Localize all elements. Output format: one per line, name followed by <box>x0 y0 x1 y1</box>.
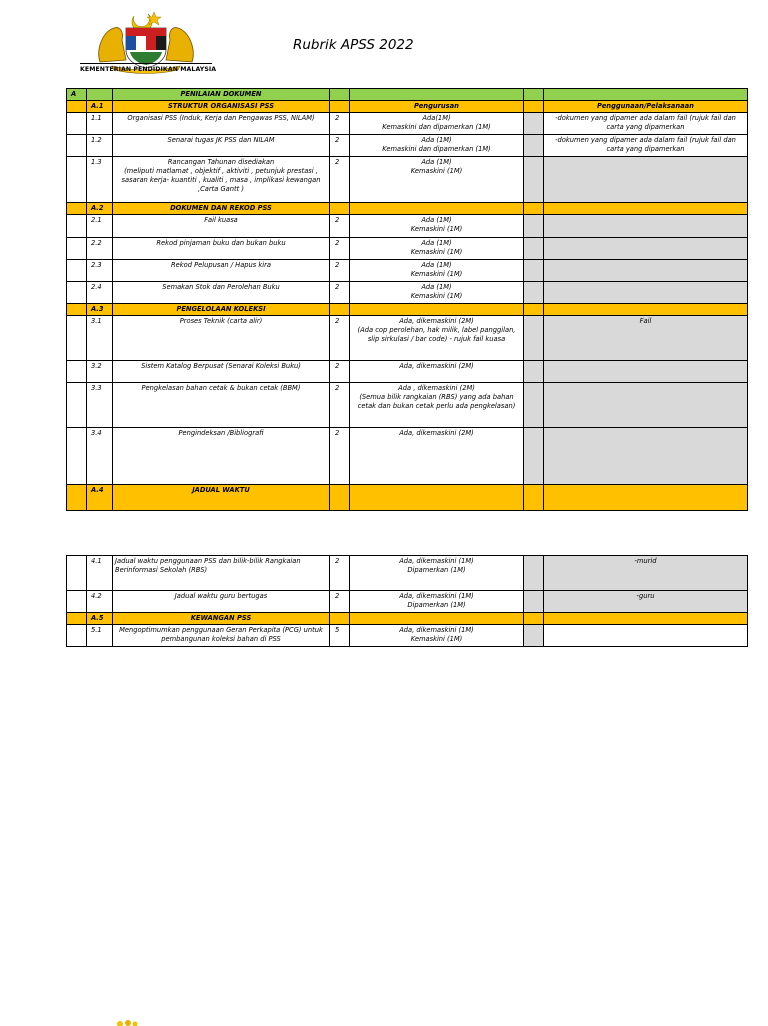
section-label: PENILAIAN DOKUMEN <box>113 89 330 101</box>
item-code: 1.2 <box>87 135 113 157</box>
item-code: 4.1 <box>87 556 113 591</box>
pelaksanaan-cell <box>544 361 748 383</box>
pelaksanaan-cell <box>544 282 748 304</box>
pelaksanaan-cell <box>544 485 748 511</box>
pengurusan-cell <box>350 613 524 625</box>
item-code: A.3 <box>87 304 113 316</box>
table-row <box>67 361 748 383</box>
item-description: Proses Teknik (carta alir) <box>113 316 330 361</box>
empty-cell <box>67 428 87 485</box>
pelaksanaan-cell: Fail <box>544 316 748 361</box>
table-row <box>67 260 748 282</box>
empty-cell <box>67 625 87 647</box>
item-score: 2 <box>330 157 350 203</box>
empty-cell <box>67 556 87 591</box>
section-code: A <box>67 89 87 101</box>
empty-cell <box>67 304 87 316</box>
rubric-table-1 <box>66 88 748 511</box>
pengurusan-cell <box>350 203 524 215</box>
pengurusan-cell: Ada , dikemaskini (2M) (Semua bilik rangkaian (RBS) yang ada bahan cetak dan bukan cetak perlu ada pengkelasan) <box>350 383 524 428</box>
item-score: 2 <box>330 591 350 613</box>
item-code: 2.1 <box>87 215 113 238</box>
item-score: 5 <box>330 625 350 647</box>
item-code: 2.3 <box>87 260 113 282</box>
evidence-cell <box>524 485 544 511</box>
footer-logo-fragment <box>108 1016 148 1026</box>
evidence-cell <box>524 203 544 215</box>
item-score: 2 <box>330 383 350 428</box>
pelaksanaan-cell <box>544 157 748 203</box>
empty-cell <box>67 613 87 625</box>
pengurusan-cell: Ada (1M) Kemaskini (1M) <box>350 260 524 282</box>
pelaksanaan-cell <box>544 613 748 625</box>
subsection-row <box>67 485 748 511</box>
pengurusan-cell: Ada (1M) Kemaskini (1M) <box>350 215 524 238</box>
item-code: 5.1 <box>87 625 113 647</box>
item-score <box>330 203 350 215</box>
item-description: Rekod Pelupusan / Hapus kira <box>113 260 330 282</box>
evidence-cell <box>524 361 544 383</box>
item-score <box>330 101 350 113</box>
item-description: PENGELOLAAN KOLEKSI <box>113 304 330 316</box>
pengurusan-cell <box>350 485 524 511</box>
item-score: 2 <box>330 282 350 304</box>
item-description: Pengkelasan bahan cetak & bukan cetak (BBM) <box>113 383 330 428</box>
item-code: 4.2 <box>87 591 113 613</box>
ministry-divider <box>80 63 212 64</box>
empty-cell <box>67 383 87 428</box>
table-row <box>67 316 748 361</box>
item-score: 2 <box>330 238 350 260</box>
table-row <box>67 282 748 304</box>
table-row <box>67 591 748 613</box>
pengurusan-cell: Pengurusan <box>350 101 524 113</box>
empty-cell <box>67 260 87 282</box>
pelaksanaan-cell: -murid <box>544 556 748 591</box>
pelaksanaan-cell: Penggunaan/Pelaksanaan <box>544 101 748 113</box>
item-description: Semakan Stok dan Perolehan Buku <box>113 282 330 304</box>
pelaksanaan-cell <box>544 238 748 260</box>
evidence-cell <box>524 383 544 428</box>
empty-cell <box>67 203 87 215</box>
item-score: 2 <box>330 135 350 157</box>
evidence-cell <box>524 282 544 304</box>
item-description: Rancangan Tahunan disediakan (meliputi matlamat , objektif , aktiviti , petunjuk prestasi , sasaran kerja- kuantiti , kualiti , masa , implikasi kewangan ,Carta Gantt ) <box>113 157 330 203</box>
empty-cell <box>67 282 87 304</box>
pelaksanaan-cell <box>544 215 748 238</box>
item-description: Jadual waktu guru bertugas <box>113 591 330 613</box>
item-score: 2 <box>330 260 350 282</box>
item-code: A.5 <box>87 613 113 625</box>
pengurusan-cell: Ada, dikemaskini (1M) Kemaskini (1M) <box>350 625 524 647</box>
item-description: STRUKTUR ORGANISASI PSS <box>113 101 330 113</box>
item-code: 3.1 <box>87 316 113 361</box>
evidence-cell <box>524 157 544 203</box>
item-score: 2 <box>330 316 350 361</box>
table-row <box>67 157 748 203</box>
pengurusan-cell: Ada, dikemaskini (2M) (Ada cop perolehan, hak milik, label panggilan, slip sirkulasi / bar code) - rujuk fail kuasa <box>350 316 524 361</box>
empty-cell <box>67 591 87 613</box>
pelaksanaan-cell <box>544 304 748 316</box>
evidence-cell <box>524 613 544 625</box>
empty-cell <box>67 238 87 260</box>
subsection-row <box>67 613 748 625</box>
item-code: 1.1 <box>87 113 113 135</box>
page-title: Rubrik APSS 2022 <box>293 37 414 53</box>
item-score: 2 <box>330 556 350 591</box>
pengurusan-cell: Ada, dikemaskini (2M) <box>350 361 524 383</box>
table-row <box>67 135 748 157</box>
item-code: A.1 <box>87 101 113 113</box>
pelaksanaan-cell: -guru <box>544 591 748 613</box>
pengurusan-cell: Ada, dikemaskini (1M) Dipamerkan (1M) <box>350 556 524 591</box>
table-row <box>67 113 748 135</box>
item-description: KEWANGAN PSS <box>113 613 330 625</box>
pengurusan-cell: Ada(1M) Kemaskini dan dipamerkan (1M) <box>350 113 524 135</box>
evidence-cell <box>524 101 544 113</box>
pelaksanaan-cell <box>544 625 748 647</box>
ministry-name: KEMENTERIAN PENDIDIKAN MALAYSIA <box>80 66 212 73</box>
item-description: Organisasi PSS (Induk, Kerja dan Pengawas PSS, NILAM) <box>113 113 330 135</box>
evidence-cell <box>524 135 544 157</box>
evidence-cell <box>524 304 544 316</box>
evidence-cell <box>524 556 544 591</box>
item-score <box>330 613 350 625</box>
item-code: 3.2 <box>87 361 113 383</box>
table-row <box>67 215 748 238</box>
item-score <box>330 304 350 316</box>
item-description: JADUAL WAKTU <box>113 485 330 511</box>
item-description: Sistem Katalog Berpusat (Senarai Koleksi Buku) <box>113 361 330 383</box>
item-score: 2 <box>330 113 350 135</box>
empty-cell <box>67 135 87 157</box>
subsection-row <box>67 304 748 316</box>
evidence-cell <box>524 625 544 647</box>
item-score <box>330 485 350 511</box>
pengurusan-cell: Ada, dikemaskini (1M) Dipamerkan (1M) <box>350 591 524 613</box>
section-header-row <box>67 89 748 101</box>
item-code: 1.3 <box>87 157 113 203</box>
empty-cell <box>67 485 87 511</box>
empty-cell <box>67 113 87 135</box>
evidence-cell <box>524 591 544 613</box>
pengurusan-cell: Ada (1M) Kemaskini (1M) <box>350 282 524 304</box>
item-description: DOKUMEN DAN REKOD PSS <box>113 203 330 215</box>
pengurusan-cell <box>350 304 524 316</box>
table-row <box>67 383 748 428</box>
subsection-row <box>67 203 748 215</box>
pengurusan-cell: Ada (1M) Kemaskini (1M) <box>350 157 524 203</box>
pengurusan-cell: Ada (1M) Kemaskini (1M) <box>350 238 524 260</box>
table-row <box>67 428 748 485</box>
item-code: 2.4 <box>87 282 113 304</box>
item-description: Rekod pinjaman buku dan bukan buku <box>113 238 330 260</box>
item-description: Jadual waktu penggunaan PSS dan bilik-bilik Rangkaian Berinformasi Sekolah (RBS) <box>113 556 330 591</box>
pelaksanaan-cell: -dokumen yang dipamer ada dalam fail (rujuk fail dan carta yang dipamerkan <box>544 113 748 135</box>
pelaksanaan-cell <box>544 203 748 215</box>
empty-cell <box>67 215 87 238</box>
item-score: 2 <box>330 361 350 383</box>
item-code: 3.3 <box>87 383 113 428</box>
item-description: Senarai tugas JK PSS dan NILAM <box>113 135 330 157</box>
item-code: A.2 <box>87 203 113 215</box>
table-row <box>67 556 748 591</box>
pelaksanaan-cell <box>544 383 748 428</box>
item-code: 3.4 <box>87 428 113 485</box>
pelaksanaan-cell <box>544 428 748 485</box>
table-row <box>67 625 748 647</box>
item-description: Pengindeksan /Bibliografi <box>113 428 330 485</box>
item-score: 2 <box>330 215 350 238</box>
evidence-cell <box>524 428 544 485</box>
item-code: A.4 <box>87 485 113 511</box>
item-description: Fail kuasa <box>113 215 330 238</box>
evidence-cell <box>524 113 544 135</box>
evidence-cell <box>524 238 544 260</box>
empty-cell <box>67 101 87 113</box>
table-row <box>67 238 748 260</box>
pengurusan-cell: Ada, dikemaskini (2M) <box>350 428 524 485</box>
item-code: 2.2 <box>87 238 113 260</box>
pengurusan-cell: Ada (1M) Kemaskini dan dipamerkan (1M) <box>350 135 524 157</box>
evidence-cell <box>524 316 544 361</box>
evidence-cell <box>524 215 544 238</box>
evidence-cell <box>524 260 544 282</box>
empty-cell <box>67 316 87 361</box>
rubric-table-2 <box>66 555 748 647</box>
pelaksanaan-cell: -dokumen yang dipamer ada dalam fail (rujuk fail dan carta yang dipamerkan <box>544 135 748 157</box>
item-description: Mengoptimumkan penggunaan Geran Perkapita (PCG) untuk pembangunan koleksi bahan di PSS <box>113 625 330 647</box>
empty-cell <box>67 361 87 383</box>
subsection-row <box>67 101 748 113</box>
item-score: 2 <box>330 428 350 485</box>
pelaksanaan-cell <box>544 260 748 282</box>
empty-cell <box>67 157 87 203</box>
